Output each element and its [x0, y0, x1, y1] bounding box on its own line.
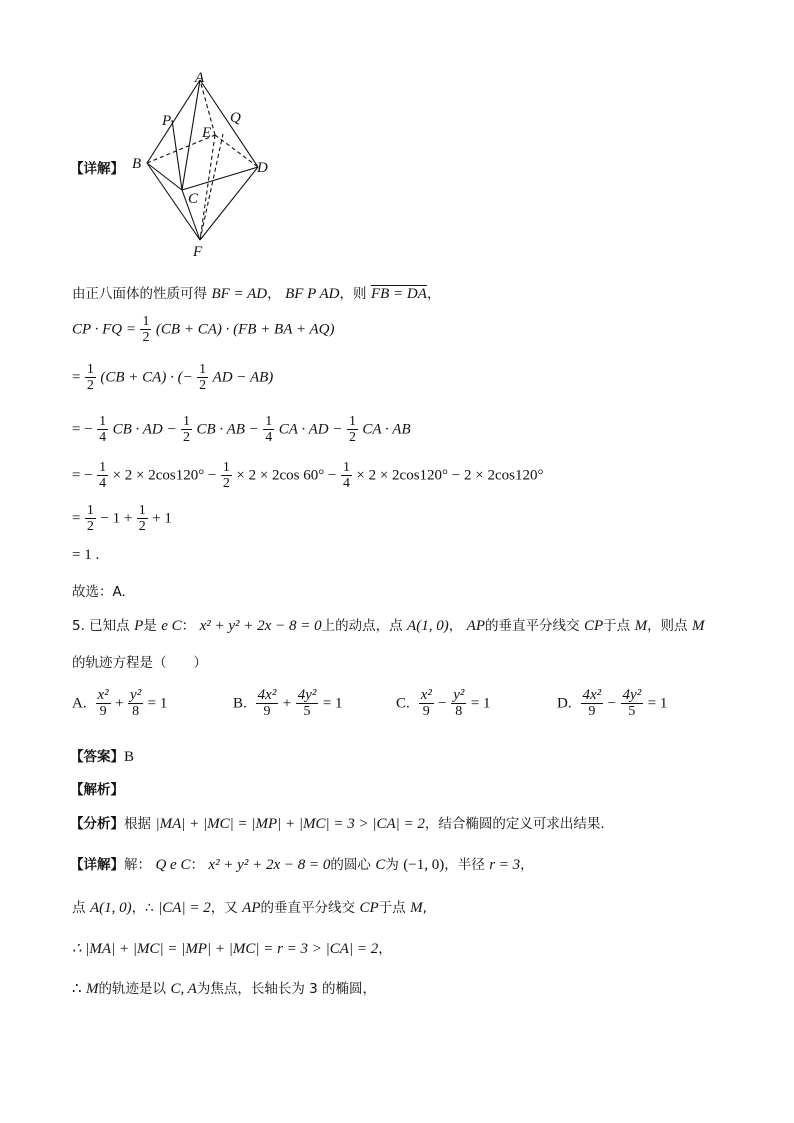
- fenxi-line: 【分析】根据 |MA| + |MC| = |MP| + |MC| = 3 > |CA| = 2，结合椭圆的定义可求出结果.: [70, 816, 605, 832]
- edge-AD: [200, 80, 258, 167]
- line-6: = $\frac{1}{2}$ − 1 + $\frac{1}{2}$ + 1: [72, 503, 172, 534]
- segment-ED: [215, 135, 258, 167]
- line-5: = − $\frac{1}{4}$ × 2 × 2cos120° − $\frac{1}{2}$ × 2 × 2cos 60° − $\frac{1}{4}$ × 2 × 2cos120° − 2 × 2cos120°: [72, 460, 544, 491]
- label-E: E: [202, 125, 212, 141]
- octahedron-figure: [125, 68, 285, 268]
- solution-line-2: 点 A(1, 0)，∴ |CA| = 2，又 AP的垂直平分线交 CP于点 M,: [72, 900, 427, 916]
- label-P: P: [162, 113, 172, 129]
- solution-line-4: ∴ M的轨迹是以 C, A为焦点，长轴长为 3 的椭圆，: [72, 981, 377, 997]
- option-d[interactable]: D. $\frac{\text{4x²}}{9}$ − $\frac{\text{4y²}}{5}$ = 1: [557, 687, 668, 719]
- q5-line2: 的轨迹方程是（ ）: [72, 655, 207, 671]
- segment-CP: [172, 120, 182, 190]
- answer-line: 【答案】B: [70, 749, 135, 765]
- line-7: = 1 .: [72, 547, 100, 563]
- label-F: F: [193, 244, 203, 260]
- line-4: = − $\frac{1}{4}$ CB · AD − $\frac{1}{2}$ CB · AB − $\frac{1}{4}$ CA · AD − $\frac{1}{2}$ CA · AB: [72, 414, 411, 445]
- label-C: C: [188, 191, 199, 207]
- xiangjie-line: 【详解】解： Q e C： x² + y² + 2x − 8 = 0的圆心 C为 (−1, 0)，半径 r = 3，: [70, 857, 534, 873]
- line-1: 由正八面体的性质可得 BF = AD， BF P AD，则 FB = DA，: [72, 286, 441, 302]
- label-B: B: [132, 156, 142, 172]
- option-b[interactable]: B. $\frac{\text{4x²}}{9}$ + $\frac{\text{4y²}}{5}$ = 1: [233, 687, 343, 719]
- detail-label: 【详解】: [70, 161, 124, 177]
- label-A: A: [195, 70, 205, 86]
- label-D: D: [257, 160, 268, 176]
- option-c[interactable]: C. $\frac{\text{x²}}{9}$ − $\frac{\text{y²}}{8}$ = 1: [396, 687, 491, 719]
- edge-AB: [147, 80, 200, 163]
- line-2: CP · FQ = $\frac{1}{2}$ (CB + CA) · (FB + BA + AQ): [72, 314, 335, 345]
- q5-line1: 5. 已知点 P是 e C： x² + y² + 2x − 8 = 0上的动点，点 A(1, 0)， AP的垂直平分线交 CP于点 M，则点 M: [72, 618, 705, 634]
- edge-BC: [147, 163, 182, 190]
- edge-CD: [182, 167, 258, 190]
- label-Q: Q: [230, 110, 241, 126]
- solution-line-3: ∴ |MA| + |MC| = |MP| + |MC| = r = 3 > |CA| = 2，: [72, 941, 392, 957]
- line-3: = $\frac{1}{2}$ (CB + CA) · (− $\frac{1}{2}$ AD − AB): [72, 362, 274, 393]
- option-a[interactable]: A. $\frac{\text{x²}}{9}$ + $\frac{\text{y²}}{8}$ = 1: [72, 687, 168, 719]
- analysis-label: 【解析】: [70, 782, 124, 798]
- segment-FQ: [200, 134, 223, 240]
- choice-line: 故选：A.: [72, 584, 126, 600]
- edge-AC: [182, 80, 200, 190]
